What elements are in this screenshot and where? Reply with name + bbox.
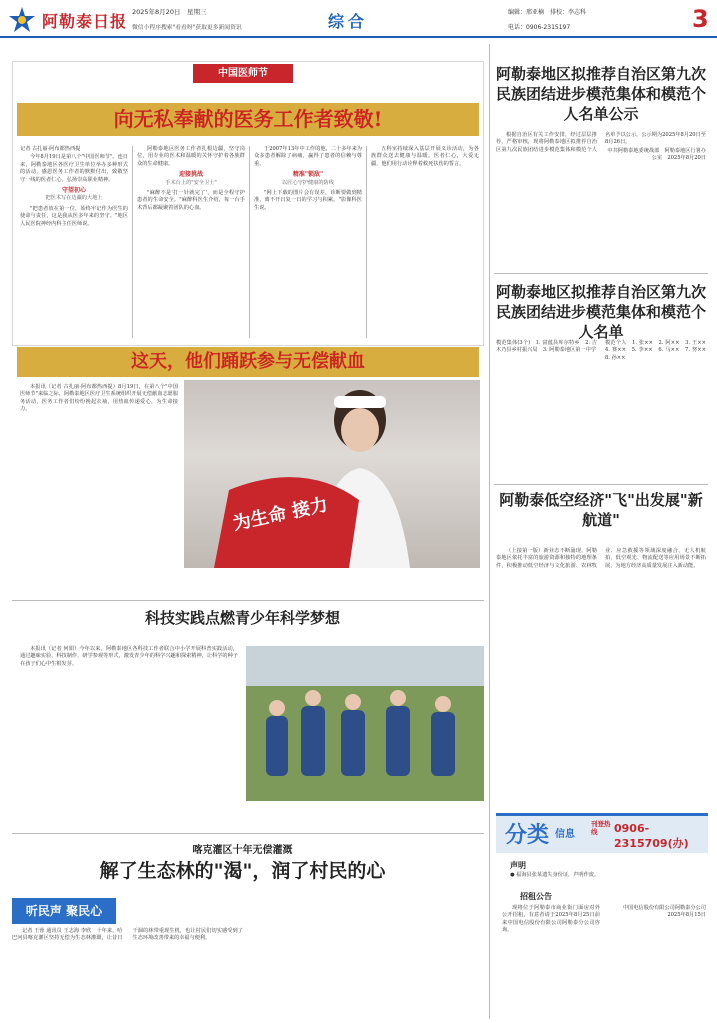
nurse-photo-art [184,380,480,568]
list-collective: 模范集体(3个) 1. 富蕴县库尔特乡 2. 吉木乃县乡村振兴局 3. 阿勒泰地区第一中学 [496,340,597,354]
column-divider [366,146,367,338]
classified-phone: 0906-2315709(办) [614,822,689,850]
classified-title: 分类 [505,823,550,848]
right-sign-1: 中共阿勒泰地委统战部 阿勒泰地区行署办公室 2025年8月20日 [607,147,706,162]
paper-name: 阿勒泰日报 [42,12,128,31]
section-name: 综合 [328,12,369,31]
right-body-1 [496,132,706,240]
feature-column-4 [371,146,479,338]
phone-line: 电话：0906-2315197 [508,24,571,31]
right-body-2 [496,340,712,480]
feature-col3: 于2007年13年中工作的他，二十多年来为众多患者解除了病痛，赢得了患者的信赖与尊重。 [254,146,362,167]
rent-sign: 中国电信股份有限公司阿勒泰分公司 2025年8月15日 [622,905,712,919]
right-headline-3: 阿勒泰低空经济"飞"出发展"新航道" [499,491,703,529]
right-headline-1: 阿勒泰地区拟推荐自治区第九次民族团结进步模范集体和模范个人名单公示 [496,65,707,123]
wechat-note: 微信小程序搜索"看看呀"获取更多新闻资讯 [132,25,242,31]
right-text-1: 根据自治区有关工作安排，经过层层推荐、严格审核，现将阿勒泰地区拟推荐自治区第九次民族团结进步模范集体和模范个人名单予以公示，公示期为2025年8月20日至8月26日。 [496,132,706,153]
volunteer-headline: 这天，他们踊跃参与无偿献血 [17,347,479,377]
feature-col4: 五科室持续深入基层开展义诊活动，为各族群众送去健康与温暖。医者仁心，大爱无疆，他们用行动诠释着救死扶伤的誓言。 [371,146,479,167]
classified-subtitle: 信息 [555,829,575,840]
rent-heading: 招租公告 [520,892,552,901]
section-divider [12,833,484,834]
page-divider [489,44,490,1019]
feature-banner: 中国医师节 [193,64,293,83]
feature-byline: 记者 古扎丽·阿布都热西提 [20,146,81,152]
notice-body: ● 福海县张某遗失身份证，声明作废。 [510,872,600,878]
eco-text: 记者 王蓉 通讯员 王志海 李欣 十年来，哈巴河县喀克灌区坚持无偿为生态林灌溉，让昔日干涸的林带重现生机，也让村民们切实感受到了生态环境改善带来的幸福与便利。 [12,928,243,942]
feature-column-2 [137,146,245,338]
column-divider [249,146,250,338]
feature-quote-2-sub: 手术台上的"安全卫士" [165,179,217,186]
students-photo [246,646,484,801]
column-divider [132,146,133,338]
right-body-3 [496,548,706,806]
rent-body [502,905,712,1005]
page-number: 3 [692,5,709,33]
feature-quote-2: 迎接挑战 [178,171,203,179]
volunteer-body [20,384,178,574]
classified-hotline-label: 刊登热线 [591,820,611,836]
feature-quote-1: 守望初心 [61,187,86,195]
volunteer-text: 本报讯（记者 古扎丽·阿布都热西提）8月19日，在第八个"中国医师节"来临之际，阿勒泰地区医疗卫生系统组织开展无偿献血志愿服务活动，医务工作者们纷纷挽起衣袖，用热血传递爱心，为生命接力。 [20,384,179,413]
rent-text: 现将位于阿勒泰市商业街门面房对外公开招租，有意者请于2025年8月25日前来中国电信股份有限公司阿勒泰分公司咨询。 [502,905,600,934]
feature-col1: 今年8月19日是第八个"中国医师节"。连日来，阿勒泰地区各医疗卫生单位举办多种形式的活动，感恩医务工作者的默默付出，致敬坚守一线的医者仁心，弘扬崇高职业精神。 [20,154,128,183]
eco-kicker: 喀克灌区十年无偿灌溉 [192,845,293,856]
right-headline-2: 阿勒泰地区拟推荐自治区第九次民族团结进步模范集体和模范个人名单 [496,283,707,341]
editor-line: 编辑：邢亚楠 排校：李志科 [508,9,587,16]
feature-col3b: "网上下载的图片会有误差，诊断要做到精准，离不开日复一日的学习与积累。"影像科医生说。 [254,190,362,211]
section-divider [494,484,708,485]
feature-quote-3-sub: 以匠心守护健康的防线 [282,179,334,186]
feature-column-3 [254,146,362,338]
feature-headline: 向无私奉献的医务工作者致敬! [17,103,479,136]
tech-headline: 科技实践点燃青少年科学梦想 [144,609,340,627]
feature-quote-3: 精准"锁敌" [292,171,324,179]
feature-col2b: "麻醉不是'打一针就完了'，而是全程守护患者的生命安全。"麻醉科医生介绍，每一台手术背后都凝聚着团队的心血。 [137,190,245,211]
tech-text: 本报讯（记者 何娟）今年以来，阿勒泰地区各科技工作者联合中小学开展科普实践活动，通过趣味实验、科技制作、研学参观等形式，激发青少年的科学兴趣和探索精神，让科学的种子在孩子们心中生根发芽。 [20,646,238,667]
list-individual: 模范个人 1. 张×× 2. 阿×× 3. 王×× 4. 赛×× 5. 李×× 6. 马×× 7. 努×× 8. 孙×× [605,340,712,361]
eco-headline: 解了生态林的"渴"，润了村民的心 [99,860,386,882]
tech-body [20,646,238,826]
right-text-3: （上接第一版）新业态不断涌现，阿勒泰地区依托丰富的旅游资源和独特的地理条件，积极推动低空经济与文化旅游、农林牧业、应急救援等领域深度融合，无人机航拍、低空观光、物流配送等应用场景不断拓展，为地方经济高质量发展注入新动能。 [496,548,706,569]
feature-column-1 [20,146,128,338]
notice-heading: 声明 [510,861,526,870]
eco-body [12,928,484,1016]
section-divider [12,600,484,601]
issue-date: 2025年8月20日 星期三 [132,8,207,16]
feature-col1b: "把患者放在第一位，始终牢记作为医生的使命与责任，这是我从医多年来的坚守。"地区人民医院神经内科主任医师说。 [20,205,128,227]
nurse-photo [184,380,480,568]
feature-quote-1-sub: 把医术写在边疆的大地上 [45,195,103,202]
section-divider [494,273,708,274]
students-photo-art [246,646,484,801]
column-band: 听民声 聚民心 [12,898,116,924]
feature-col2: 阿勒泰地区医务工作者扎根边疆，坚守岗位，用专业的医术和温暖的关怀守护着各族群众的生命健康。 [137,146,245,167]
blood-sign-text: 为生命 接力 [231,494,330,535]
paper-logo-icon [8,6,36,34]
